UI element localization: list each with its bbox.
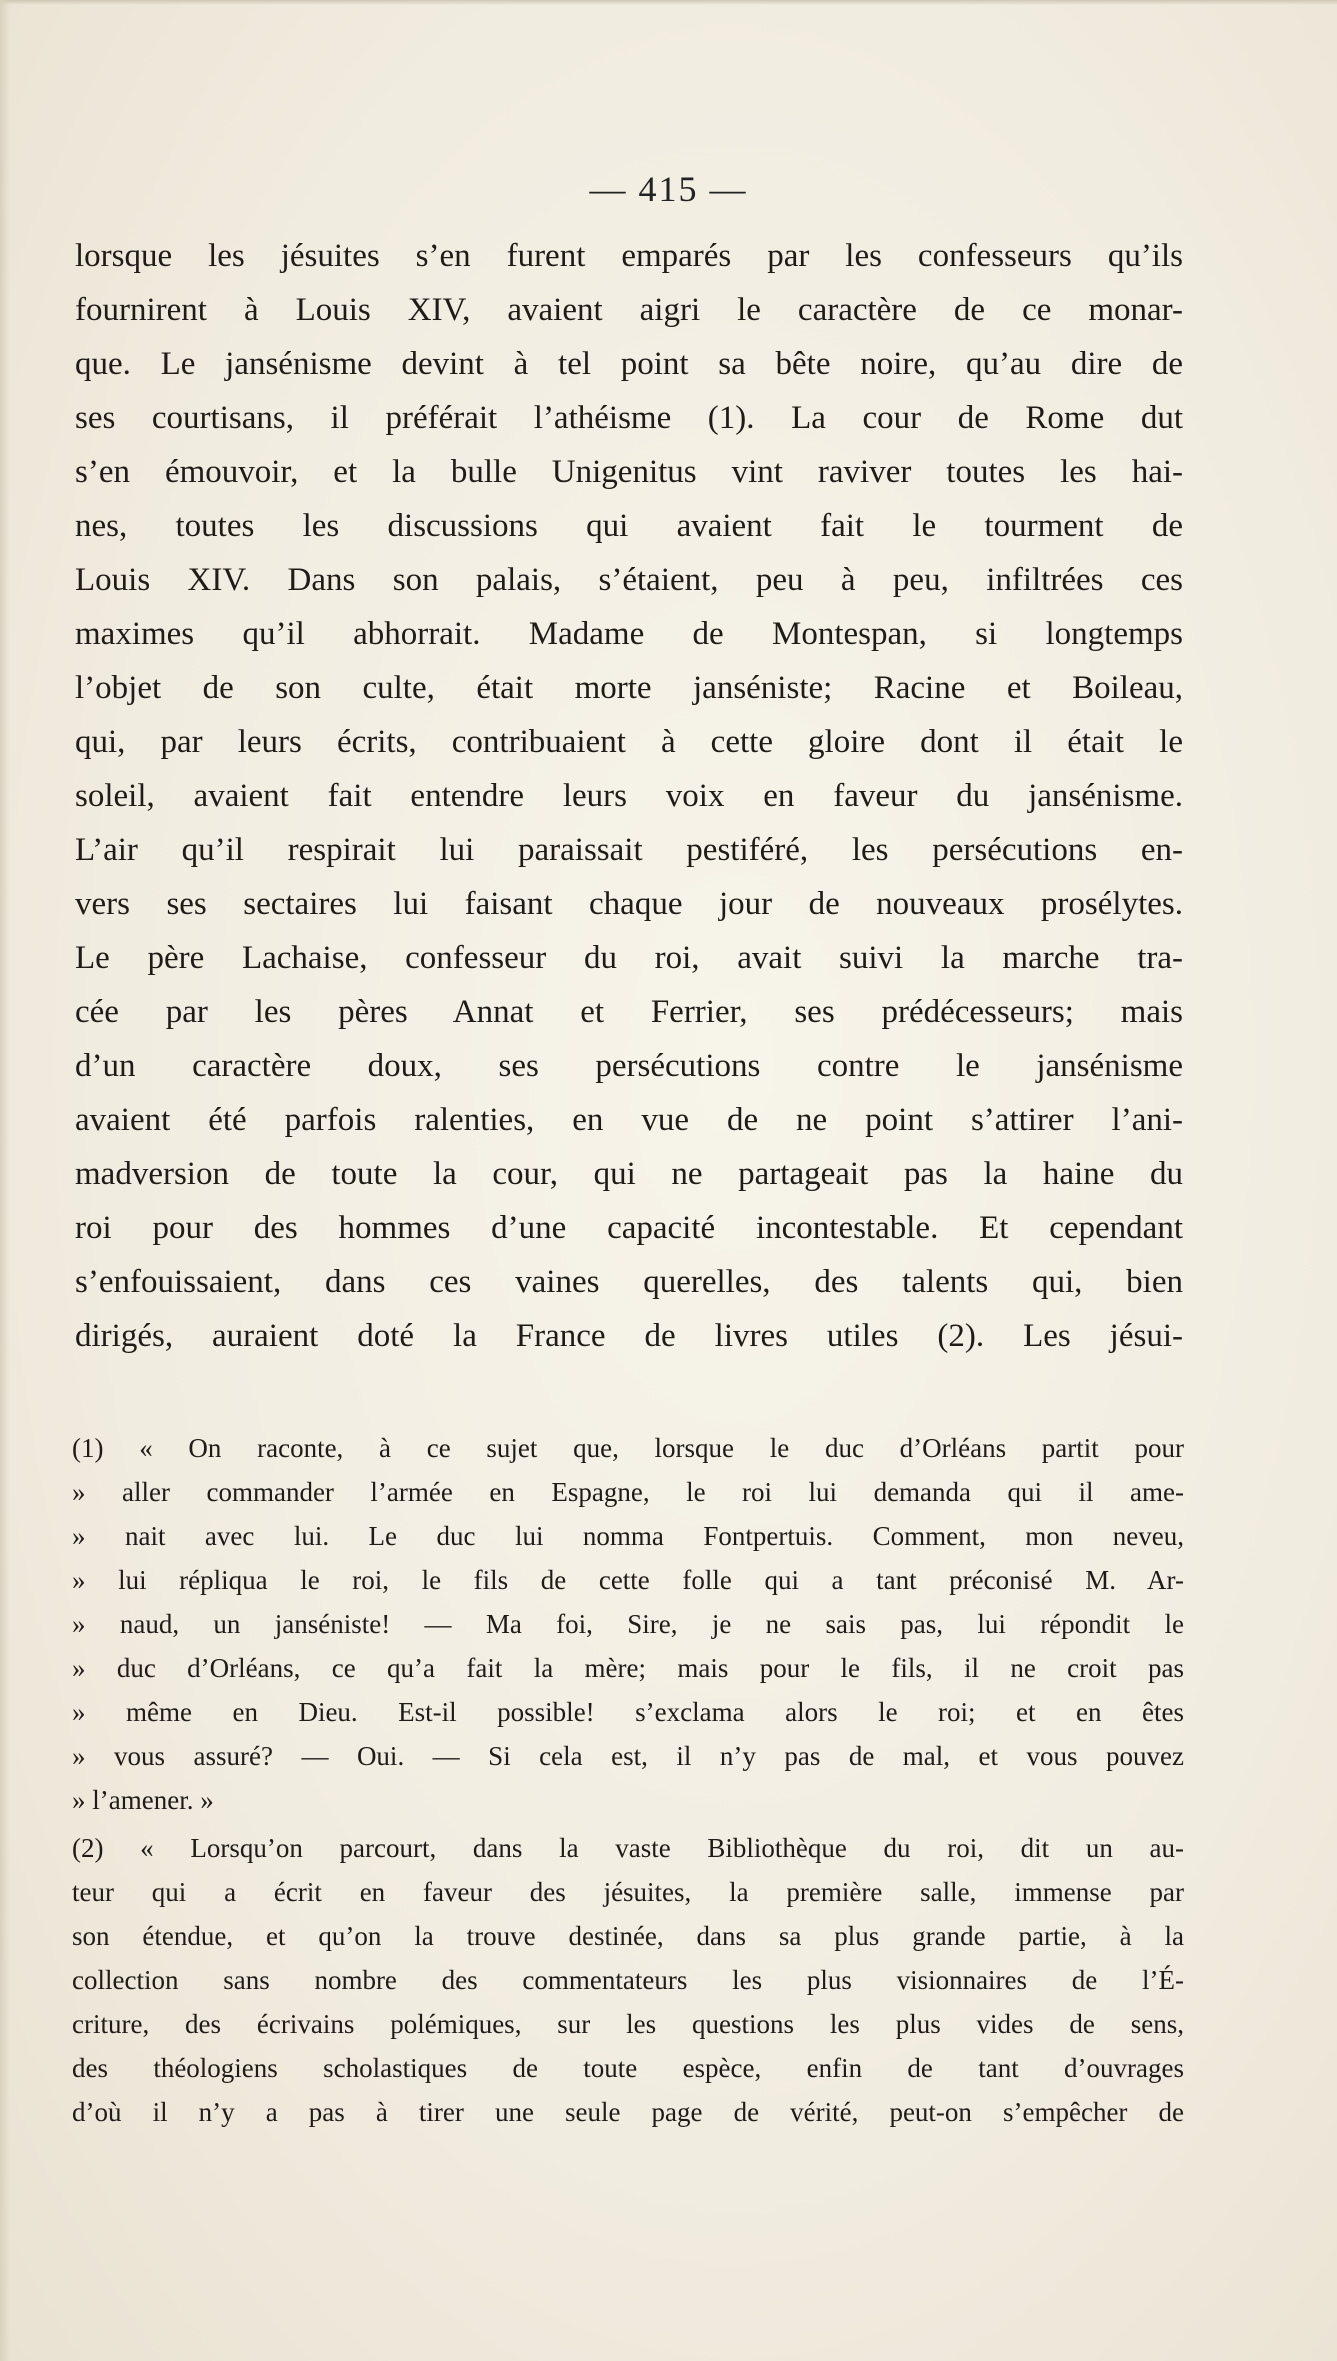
footnote-line: des théologiens scholastiques de toute espèce, enfin de tant d’ouvrages: [72, 2053, 1184, 2083]
footnote-line: criture, des écrivains polémiques, sur les questions les plus vides de sens,: [72, 2009, 1184, 2039]
footnote-line: » l’amener. »: [72, 1785, 214, 1815]
footnote-line: (1) « On raconte, à ce sujet que, lorsque le duc d’Orléans partit pour: [72, 1433, 1184, 1463]
body-line: Louis XIV. Dans son palais, s’étaient, peu à peu, infiltrées ces: [75, 562, 1183, 598]
body-line: s’en émouvoir, et la bulle Unigenitus vint raviver toutes les hai-: [75, 454, 1183, 490]
body-line: madversion de toute la cour, qui ne partageait pas la haine du: [75, 1156, 1183, 1192]
body-line: qui, par leurs écrits, contribuaient à cette gloire dont il était le: [75, 724, 1183, 760]
footnote-line: » lui répliqua le roi, le fils de cette folle qui a tant préconisé M. Ar-: [72, 1565, 1184, 1595]
footnote-line: collection sans nombre des commentateurs les plus visionnaires de l’É-: [72, 1965, 1184, 1995]
body-line: s’enfouissaient, dans ces vaines querelles, des talents qui, bien: [75, 1264, 1183, 1300]
footnote-line: » nait avec lui. Le duc lui nomma Fontpertuis. Comment, mon neveu,: [72, 1521, 1184, 1551]
body-line: d’un caractère doux, ses persécutions contre le jansénisme: [75, 1048, 1183, 1084]
body-line: maximes qu’il abhorrait. Madame de Montespan, si longtemps: [75, 616, 1183, 652]
footnote-line: teur qui a écrit en faveur des jésuites, la première salle, immense par: [72, 1877, 1184, 1907]
footnote-line: d’où il n’y a pas à tirer une seule page de vérité, peut-on s’empêcher de: [72, 2097, 1184, 2127]
footnote-line: » même en Dieu. Est-il possible! s’exclama alors le roi; et en êtes: [72, 1697, 1184, 1727]
body-line: vers ses sectaires lui faisant chaque jour de nouveaux prosélytes.: [75, 886, 1183, 922]
footnote-line: » vous assuré? — Oui. — Si cela est, il n’y pas de mal, et vous pouvez: [72, 1741, 1184, 1771]
body-line: Le père Lachaise, confesseur du roi, avait suivi la marche tra-: [75, 940, 1183, 976]
body-line: cée par les pères Annat et Ferrier, ses prédécesseurs; mais: [75, 994, 1183, 1030]
body-line: ses courtisans, il préférait l’athéisme (1). La cour de Rome dut: [75, 400, 1183, 436]
footnote-line: » duc d’Orléans, ce qu’a fait la mère; mais pour le fils, il ne croit pas: [72, 1653, 1184, 1683]
footnote-line: » aller commander l’armée en Espagne, le roi lui demanda qui il ame-: [72, 1477, 1184, 1507]
body-line: L’air qu’il respirait lui paraissait pestiféré, les persécutions en-: [75, 832, 1183, 868]
body-line: avaient été parfois ralenties, en vue de ne point s’attirer l’ani-: [75, 1102, 1183, 1138]
body-line: l’objet de son culte, était morte janséniste; Racine et Boileau,: [75, 670, 1183, 706]
footnote-line: (2) « Lorsqu’on parcourt, dans la vaste Bibliothèque du roi, dit un au-: [72, 1833, 1184, 1863]
body-line: que. Le jansénisme devint à tel point sa bête noire, qu’au dire de: [75, 346, 1183, 382]
footnote-line: » naud, un janséniste! — Ma foi, Sire, je ne sais pas, lui répondit le: [72, 1609, 1184, 1639]
body-line: fournirent à Louis XIV, avaient aigri le caractère de ce monar-: [75, 292, 1183, 328]
footnote-line: son étendue, et qu’on la trouve destinée, dans sa plus grande partie, à la: [72, 1921, 1184, 1951]
body-line: soleil, avaient fait entendre leurs voix en faveur du jansénisme.: [75, 778, 1183, 814]
page-top-edge: [0, 0, 1337, 5]
page-gutter-shadow: [0, 0, 10, 2361]
body-line: roi pour des hommes d’une capacité incontestable. Et cependant: [75, 1210, 1183, 1246]
body-line: nes, toutes les discussions qui avaient fait le tourment de: [75, 508, 1183, 544]
page-number: — 415 —: [589, 169, 748, 209]
body-line: dirigés, auraient doté la France de livres utiles (2). Les jésui-: [75, 1318, 1183, 1354]
body-line: lorsque les jésuites s’en furent emparés par les confesseurs qu’ils: [75, 238, 1183, 274]
